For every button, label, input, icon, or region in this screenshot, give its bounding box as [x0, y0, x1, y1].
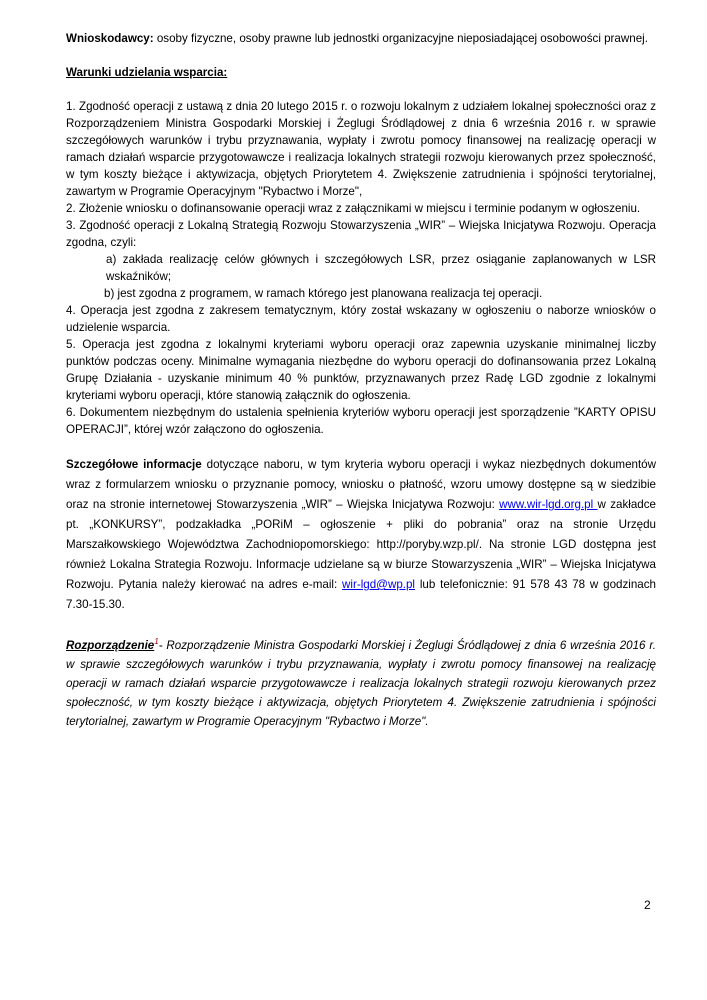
- footnote-marker: 1: [154, 637, 159, 646]
- condition-item-3b: b) jest zgodna z programem, w ramach którego jest planowana realizacja tej operacji.: [104, 287, 543, 300]
- conditions-heading: Warunki udzielania wsparcia:: [66, 66, 228, 79]
- applicants-paragraph: [66, 30, 656, 47]
- condition-item-1: 1. Zgodność operacji z ustawą z dnia 20 lutego 2015 r. o rozwoju lokalnym z udziałem lokalnej społeczności oraz z Rozporządzeniem Ministra Gospodarki Morskiej i Żeglugi Śródlądowej z dnia 6 września 2016 r. w sprawie szczegółowych warunków i trybu przyznawania, wypłaty i zwrotu pomocy finansowej na realizację operacji w ramach działań wsparcie przygotowawcze i realizacja lokalnych strategii rozwoju kierowanych przez społeczność, w tym koszty bieżące i aktywizacja, objętych Priorytetem 4. Zwiększenie zatrudnienia i spójności terytorialnej, zawartym w Programie Operacyjnym "Rybactwo i Morze",: [66, 100, 656, 198]
- details-text-2: w zakładce pt. „KONKURSY”, podzakładka „PORiM – ogłoszenie + pliki do pobrania” oraz na stronie Urzędu Marszałkowskiego Województwa Zachodniopomorskiego: http://poryby.wzp.pl/. Na stronie LGD dostępna jest również Lokalna Strategia Rozwoju. Informacje udzielane są w biurze Stowarzyszenia „WIR” – Wiejska Inicjatywa Rozwoju. Pytania należy kierować na adres e-mail:: [66, 498, 656, 591]
- document-page: [66, 30, 656, 731]
- details-label: Szczegółowe informacje: [66, 458, 202, 471]
- page-number: 2: [644, 898, 651, 912]
- details-text-1: dotyczące naboru, w tym kryteria wyboru operacji i wykaz niezbędnych dokumentów wraz z formularzem wniosku o przyznanie pomocy, wniosku o płatność, wzoru umowy dostępne są w siedzibie oraz na stronie internetowej Stowarzyszenia „WIR” – Wiejska Inicjatywa Rozwoju:: [66, 458, 657, 511]
- condition-item-2: 2. Złożenie wniosku o dofinansowanie operacji wraz z załącznikami w miejscu i terminie podanym w ogłoszeniu.: [66, 202, 641, 215]
- regulation-paragraph: [66, 632, 656, 731]
- condition-item-5: 5. Operacja jest zgodna z lokalnymi kryteriami wyboru operacji oraz zapewnia uzyskanie minimalnej liczby punktów podczas oceny. Minimalne wymagania niezbędne do wyboru operacji do dofinansowania przez Lokalną Grupę Działania - uzyskanie minimum 40 % punktów, przyznawanych przez Radę LGD zgodnie z lokalnymi kryteriami wyboru operacji, które stanowią załącznik do ogłoszenia.: [66, 338, 656, 402]
- condition-item-4: 4. Operacja jest zgodna z zakresem tematycznym, który został wskazany w ogłoszeniu o naborze wniosków o udzielenie wsparcia.: [66, 304, 656, 334]
- regulation-text: - Rozporządzenie Ministra Gospodarki Morskiej i Żeglugi Śródlądowej z dnia 6 września 2016 r. w sprawie szczegółowych warunków i trybu przyznawania, wypłaty i zwrotu pomocy finansowej na realizację operacji w ramach działań wsparcie przygotowawcze i realizacja lokalnych strategii rozwoju kierowanych przez społeczność, w tym koszty bieżące i aktywizacja, objętych Priorytetem 4. Zwiększenie zatrudnienia i spójności terytorialnej, zawartym w Programie Operacyjnym "Rybactwo i Morze".: [66, 638, 656, 728]
- applicants-text: osoby fizyczne, osoby prawne lub jednostki organizacyjne nieposiadającej osobowości prawnej.: [153, 32, 648, 45]
- website-link[interactable]: www.wir-lgd.org.pl: [499, 498, 598, 511]
- applicants-label: Wnioskodawcy:: [66, 32, 154, 45]
- details-paragraph: [66, 455, 656, 615]
- details-text-3: lub telefonicznie: 91 578 43 78 w godzinach 7.30-15.30.: [66, 578, 656, 611]
- regulation-label: Rozporządzenie: [66, 638, 155, 652]
- email-link[interactable]: wir-lgd@wp.pl: [342, 578, 416, 591]
- condition-item-3: 3. Zgodność operacji z Lokalną Strategią Rozwoju Stowarzyszenia „WIR” – Wiejska Inicjatywa Rozwoju. Operacja zgodna, czyli:: [66, 219, 656, 249]
- condition-item-3a: a) zakłada realizację celów głównych i szczegółowych LSR, przez osiąganie zaplanowanych w LSR wskaźników;: [106, 253, 656, 283]
- condition-item-6: 6. Dokumentem niezbędnym do ustalenia spełnienia kryteriów wyboru operacji jest sporządzenie ”KARTY OPISU OPERACJI”, której wzór załączono do ogłoszenia.: [66, 406, 656, 436]
